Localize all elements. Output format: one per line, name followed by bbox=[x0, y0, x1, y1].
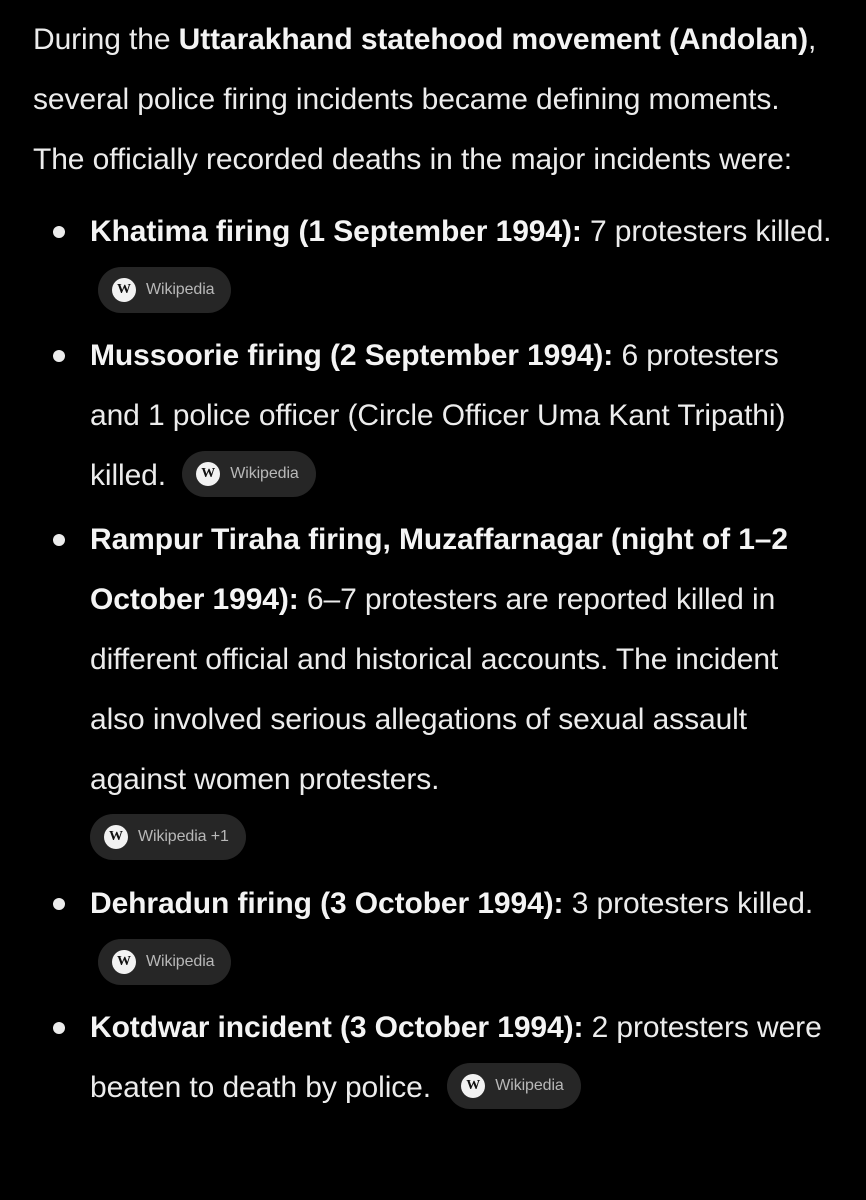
source-chip-label: Wikipedia bbox=[495, 1077, 564, 1095]
source-chip-label: Wikipedia +1 bbox=[138, 828, 229, 845]
item-text: 6–7 protesters are reported killed in different official and historical accounts. The incident also involved serious allegations of sexual assault against women protesters. bbox=[90, 583, 779, 796]
source-chip-row bbox=[90, 810, 833, 870]
bullet-dot bbox=[53, 898, 65, 910]
source-chip[interactable] bbox=[182, 451, 315, 497]
item-title: Kotdwar incident (3 October 1994): bbox=[90, 1011, 584, 1044]
item-text: 3 protesters killed. bbox=[563, 887, 814, 920]
list-item-khatima bbox=[33, 202, 833, 322]
wikipedia-icon: W bbox=[196, 462, 220, 486]
source-chip[interactable] bbox=[447, 1063, 580, 1109]
item-title: Khatima firing (1 September 1994): bbox=[90, 215, 582, 248]
source-chip-label: Wikipedia bbox=[230, 465, 299, 483]
list-item-mussoorie bbox=[33, 326, 833, 506]
wikipedia-icon: W bbox=[112, 278, 136, 302]
bullet-dot bbox=[53, 226, 65, 238]
source-chip-label: Wikipedia bbox=[146, 281, 215, 299]
item-title: Mussoorie firing (2 September 1994): bbox=[90, 339, 614, 372]
source-chip[interactable] bbox=[90, 814, 246, 860]
bullet-dot bbox=[53, 534, 65, 546]
bullet-dot bbox=[53, 1022, 65, 1034]
wikipedia-icon: W bbox=[461, 1074, 485, 1098]
source-chip[interactable] bbox=[98, 939, 231, 985]
item-text: 7 protesters killed. bbox=[581, 215, 832, 248]
item-title: Rampur Tiraha firing, Muzaffarnagar (night of 1–2 October 1994): bbox=[90, 523, 788, 616]
list-item-dehradun bbox=[33, 874, 833, 994]
item-text: 2 protesters were beaten to death by police. bbox=[90, 1011, 822, 1104]
incident-list bbox=[33, 202, 833, 1118]
intro-text-after: , several police firing incidents became defining moments. The officially recorded deaths in the major incidents were: bbox=[33, 23, 817, 176]
intro-bold-topic: Uttarakhand statehood movement (Andolan) bbox=[178, 23, 809, 56]
item-title: Dehradun firing (3 October 1994): bbox=[90, 887, 564, 920]
list-item-rampur-tiraha bbox=[33, 510, 833, 870]
response-content bbox=[33, 10, 833, 1122]
source-chip[interactable] bbox=[98, 267, 231, 313]
wikipedia-icon: W bbox=[112, 950, 136, 974]
intro-paragraph bbox=[33, 10, 833, 190]
wikipedia-icon: W bbox=[104, 825, 128, 849]
list-item-kotdwar bbox=[33, 998, 833, 1118]
intro-text-before: During the bbox=[33, 23, 179, 56]
item-text: 6 protesters and 1 police officer (Circle Officer Uma Kant Tripathi) killed. bbox=[90, 339, 786, 492]
bullet-dot bbox=[53, 350, 65, 362]
source-chip-label: Wikipedia bbox=[146, 953, 215, 971]
